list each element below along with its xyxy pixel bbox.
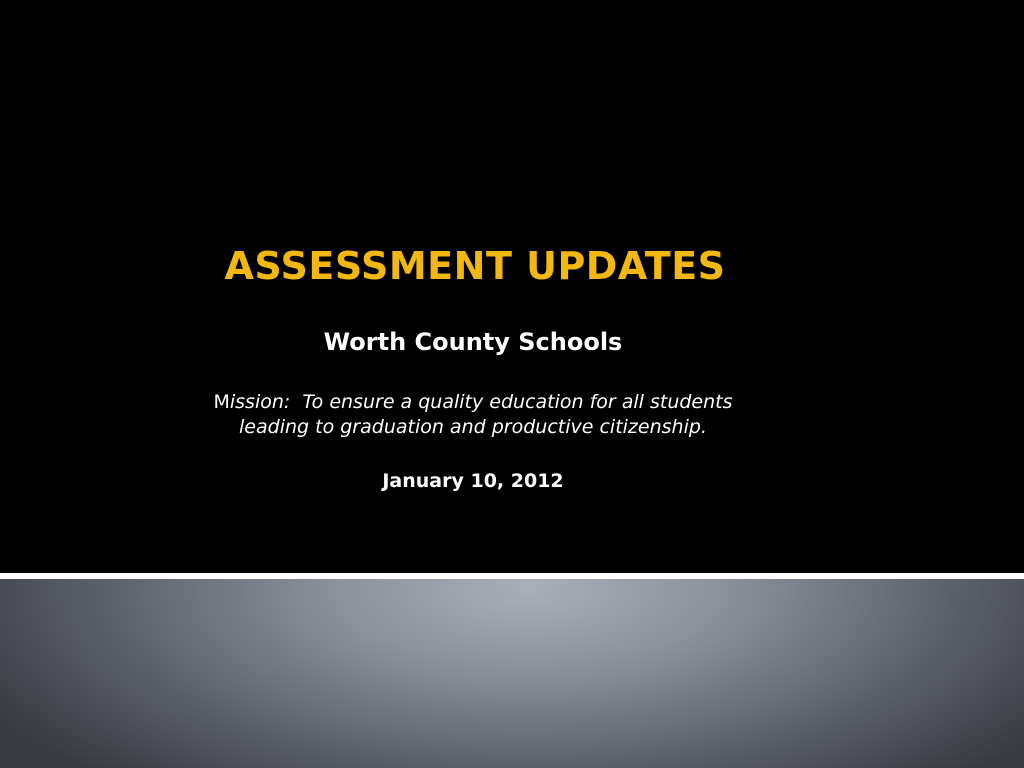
slide-bottom-gradient-panel: [0, 579, 1024, 768]
slide-subtitle-block: [190, 322, 756, 496]
mission-statement: [190, 390, 756, 440]
organization-name: Worth County Schools: [323, 328, 623, 356]
mission-label: ission:: [229, 391, 291, 413]
mission-text: To ensure a quality education for all students leading to graduation and productive citizenship.: [239, 391, 733, 438]
slide-title: ASSESSMENT UPDATES: [224, 244, 726, 288]
mission-label-initial: M: [213, 391, 230, 413]
presentation-date: January 10, 2012: [382, 470, 564, 492]
